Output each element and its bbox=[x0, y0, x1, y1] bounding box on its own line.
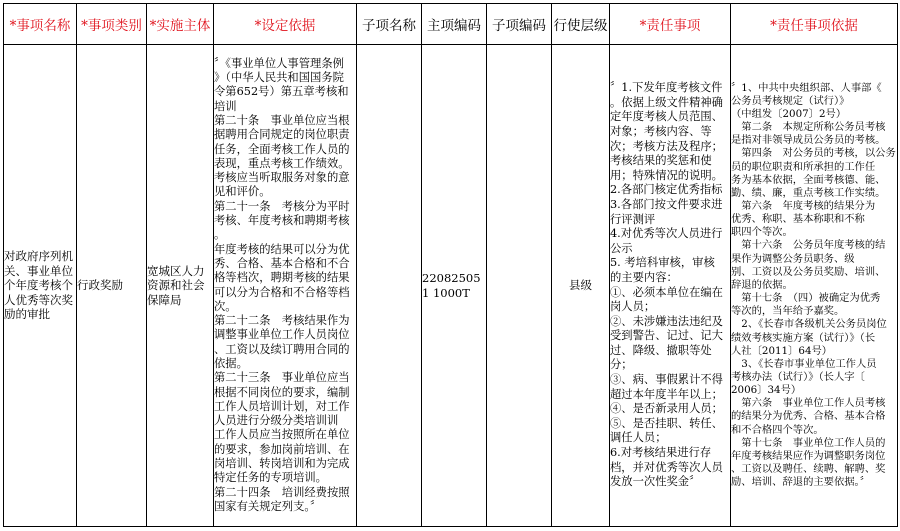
responsibility-line: 档，并对优秀等次人员 bbox=[610, 460, 723, 474]
responsibility-basis-line: 励、培训、辞退的主要依据。〞 bbox=[731, 476, 871, 489]
responsibility-line: 考核结果的奖惩和使 bbox=[610, 154, 712, 168]
implementing-body-cell: 宽城区人力资源和社会保障局 bbox=[147, 45, 214, 527]
responsibility-line: ⑤、是否挂职、转任、 bbox=[610, 416, 723, 430]
sub-item-name-cell bbox=[357, 45, 422, 527]
responsibility-line: ③、病、事假累计不得 bbox=[610, 373, 723, 387]
responsibility-line: 的主要内容： bbox=[610, 270, 678, 284]
responsibility-basis-line: 2、《长春市各级机关公务员岗位 bbox=[731, 318, 887, 331]
basis-line: 据聘用合同规定的岗位职责 bbox=[214, 128, 350, 142]
responsibility-basis-line: 第六条 事业单位工作人员考核 bbox=[731, 397, 886, 410]
header-implementing-body: *实施主体 bbox=[147, 4, 214, 45]
responsibility-basis-line: 公务员考核规定（试行）》 bbox=[731, 94, 850, 107]
main-code-cell: 220825051 1000T bbox=[422, 45, 487, 527]
basis-line: 人员进行分级分类培训训 bbox=[214, 414, 339, 428]
basis-line: 第二十四条 培训经费按照 bbox=[214, 485, 350, 499]
responsibility-line: 定年度考核人员范围、 bbox=[610, 110, 723, 124]
item-name-cell: 对政府序列机关、事业单位个年度考核个人优秀等次奖励的审批 bbox=[4, 45, 77, 527]
table-row bbox=[4, 45, 898, 527]
responsibility-text bbox=[610, 81, 730, 490]
basis-line: 考核应当听取服务对象的意 bbox=[214, 171, 350, 185]
basis-line: 依据。 bbox=[214, 356, 248, 370]
responsibility-line: 受到警告、记过、记大 bbox=[610, 329, 723, 343]
responsibility-basis-line: 果作为调整公务员职务、级 bbox=[731, 252, 855, 265]
responsibility-line: ①、必须本单位在编在 bbox=[610, 285, 723, 299]
responsibility-line: 5. 考培科审核，审核 bbox=[610, 256, 715, 270]
responsibility-basis-cell bbox=[731, 45, 898, 527]
basis-line: 第二十三条 事业单位应当 bbox=[214, 371, 350, 385]
header-sub-item-name: 子项名称 bbox=[357, 4, 422, 45]
responsibility-line: 调任人员； bbox=[610, 431, 667, 445]
responsibility-basis-line: 2006〕34号） bbox=[731, 384, 802, 397]
header-item-name: *事项名称 bbox=[4, 4, 77, 45]
basis-line: 调整事业单位工作人员岗位 bbox=[214, 328, 350, 342]
basis-cell bbox=[214, 45, 357, 527]
basis-line: 令第652号）第五章考核和 bbox=[214, 85, 349, 99]
basis-line: 表现，重点考核工作绩效。 bbox=[214, 156, 350, 170]
responsibility-basis-line: 务为基本依据，全面考核德、能、 bbox=[731, 173, 886, 186]
responsibility-basis-line: 第四条 对公务员的考核，以公务 bbox=[731, 147, 896, 160]
basis-line: 特定任务的专项培训。 bbox=[214, 471, 327, 485]
responsibility-basis-line: 、工资以及聘任、续聘、解聘、奖 bbox=[731, 463, 886, 476]
basis-line: 秀、合格、基本合格和不合 bbox=[214, 256, 350, 270]
basis-line: 年度考核的结果可以分为优 bbox=[214, 242, 350, 256]
responsibility-line: ②、未涉嫌违法违纪及 bbox=[610, 314, 723, 328]
responsibility-basis-text bbox=[731, 82, 897, 490]
basis-line: 岗培训、转岗培训和为完成 bbox=[214, 457, 350, 471]
responsibility-basis-line: 优秀、称职、基本称职和不称 bbox=[731, 213, 865, 226]
sub-code-cell bbox=[487, 45, 552, 527]
basis-line: 》（中华人民共和国国务院 bbox=[214, 71, 344, 85]
responsibility-basis-line: 年度考核结果应作为调整职务岗位 bbox=[731, 449, 886, 462]
responsibility-line: 过、降级、撤职等处 bbox=[610, 343, 712, 357]
responsibility-basis-line: 第十七条 事业单位工作人员的 bbox=[731, 436, 886, 449]
header-sub-code: 子项编码 bbox=[487, 4, 552, 45]
responsibility-basis-line: 员的职位职责和所承担的工作任 bbox=[731, 160, 876, 173]
responsibility-basis-line: 别、工资以及公务员奖励、培训、 bbox=[731, 265, 886, 278]
responsibility-basis-line: 是指对非领导成员公务员的考核。 bbox=[731, 134, 886, 147]
basis-line: 第二十一条 考核分为平时 bbox=[214, 199, 350, 213]
header-item-category: *事项类别 bbox=[77, 4, 147, 45]
basis-line: 国家有关规定列支。〞 bbox=[214, 499, 322, 513]
item-category-cell: 行政奖励 bbox=[77, 45, 147, 527]
responsibility-line: 3.各部门按文件要求进 bbox=[610, 197, 723, 211]
basis-line: 根据不同岗位的要求，编制 bbox=[214, 385, 350, 399]
basis-text bbox=[214, 57, 356, 515]
responsibility-line: 对象；考核内容、等 bbox=[610, 124, 712, 138]
basis-line: 〞《事业单位人事管理条例 bbox=[214, 56, 344, 70]
basis-line: 的要求，参加岗前培训、在 bbox=[214, 442, 350, 456]
header-exercise-level: 行使层级 bbox=[552, 4, 610, 45]
responsibility-basis-line: 3、《长春市事业单位工作人员 bbox=[731, 357, 877, 370]
responsibility-line: 用；特殊情况的说明。 bbox=[610, 168, 723, 182]
basis-line: 工作人员培训计划，对工作 bbox=[214, 399, 350, 413]
responsibility-basis-line: 辞退的依据。 bbox=[731, 278, 793, 291]
responsibility-basis-line: 绩效考核实施方案（试行）》（长 bbox=[731, 331, 876, 344]
header-main-code: 主项编码 bbox=[422, 4, 487, 45]
responsibility-basis-line: 职四个等次。 bbox=[731, 226, 793, 239]
responsibility-line: 。依据上级文件精神确 bbox=[610, 95, 723, 109]
responsibility-line: 次；考核方法及程序； bbox=[610, 139, 723, 153]
basis-line: 第二十条 事业单位应当根 bbox=[214, 113, 350, 127]
basis-line: 培训 bbox=[214, 99, 237, 113]
responsibility-basis-line: 第二条 本规定所称公务员考核 bbox=[731, 121, 886, 134]
responsibility-basis-line: 和不合格四个等次。 bbox=[731, 423, 824, 436]
responsibility-basis-line: 勤、绩、廉，重点考核工作实绩。 bbox=[731, 186, 886, 199]
responsibility-line: 超过本年度半年以上； bbox=[610, 387, 723, 401]
responsibility-basis-line: 第十六条 公务员年度考核的结 bbox=[731, 239, 886, 252]
responsibility-line: 6.对考核结果进行存 bbox=[610, 446, 712, 460]
responsibility-line: 2.各部门核定优秀指标 bbox=[610, 183, 723, 197]
basis-line: 格等档次，聘期考核的结果 bbox=[214, 271, 350, 285]
basis-line: 。 bbox=[214, 228, 226, 242]
responsibility-basis-line: 等次的，当年给予嘉奖。 bbox=[731, 305, 845, 318]
responsibility-basis-line: 第六条 年度考核的结果分为 bbox=[731, 199, 876, 212]
responsibility-basis-line: 人社〔2011〕64号） bbox=[731, 344, 833, 357]
basis-line: 、工资以及续订聘用合同的 bbox=[214, 342, 350, 356]
header-row bbox=[4, 4, 898, 45]
responsibility-line: 分； bbox=[610, 358, 633, 372]
basis-line: 任务，全面考核工作人员的 bbox=[214, 142, 350, 156]
header-responsibility: *责任事项 bbox=[610, 4, 731, 45]
responsibility-line: 4.对优秀等次人员进行 bbox=[610, 227, 723, 241]
authority-table bbox=[3, 3, 898, 527]
responsibility-cell bbox=[610, 45, 731, 527]
responsibility-line: ④、是否新录用人员； bbox=[610, 402, 723, 416]
basis-line: 第二十二条 考核结果作为 bbox=[214, 314, 350, 328]
header-responsibility-basis: *责任事项依据 bbox=[731, 4, 898, 45]
basis-line: 工作人员应当按照所在单位 bbox=[214, 428, 350, 442]
responsibility-basis-line: 的结果分为优秀、合格、基本合格 bbox=[731, 410, 886, 423]
responsibility-line: 〞1.下发年度考核文件 bbox=[610, 81, 723, 95]
exercise-level-cell: 县级 bbox=[552, 45, 610, 527]
basis-line: 考核、年度考核和聘期考核 bbox=[214, 214, 350, 228]
responsibility-line: 公示 bbox=[610, 241, 633, 255]
responsibility-basis-line: 第十七条 （四）被确定为优秀 bbox=[731, 292, 881, 305]
responsibility-line: 发放一次性奖金〞 bbox=[610, 475, 701, 489]
header-basis: *设定依据 bbox=[214, 4, 357, 45]
responsibility-basis-line: （中组发〔2007〕2号） bbox=[731, 107, 847, 120]
responsibility-basis-line: 〞1、中共中央组织部、人事部《 bbox=[731, 81, 882, 94]
basis-line: 次。 bbox=[214, 299, 237, 313]
responsibility-basis-line: 考核办法（试行）》（长人字〔 bbox=[731, 371, 865, 384]
responsibility-line: 行评测评 bbox=[610, 212, 656, 226]
basis-line: 见和评价。 bbox=[214, 185, 271, 199]
responsibility-line: 岗人员； bbox=[610, 300, 656, 314]
basis-line: 可以分为合格和不合格等档 bbox=[214, 285, 350, 299]
